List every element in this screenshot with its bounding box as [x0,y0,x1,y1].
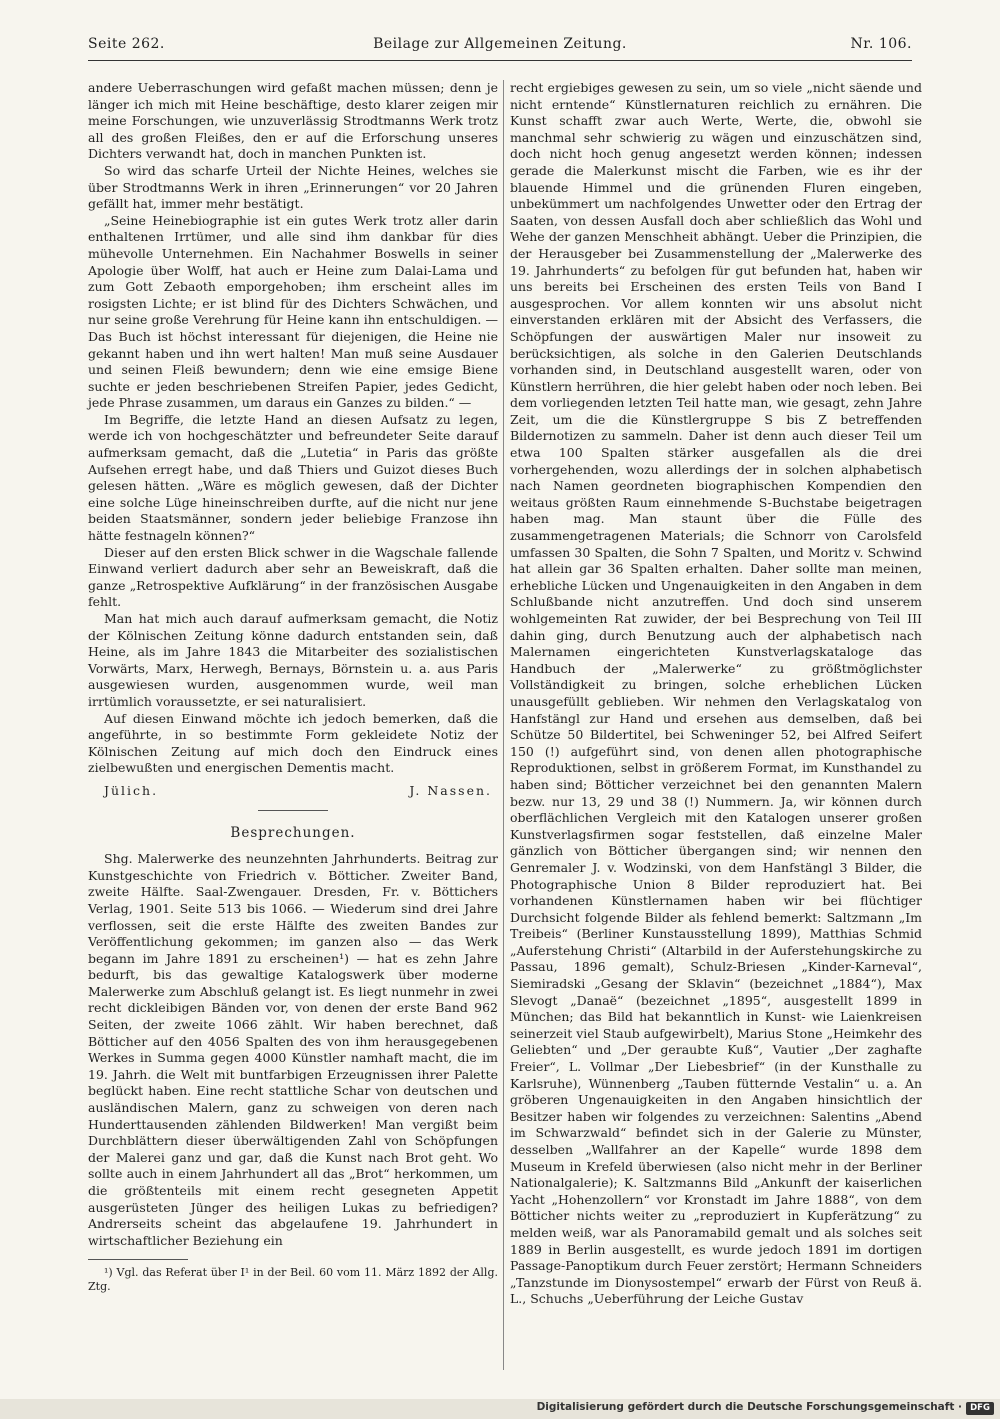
paragraph: So wird das scharfe Urteil der Nichte Heines, welches sie über Strodtmanns Werk in ihren „Erinnerungen“ vor 20 Jahren gefällt hat, immer mehr bestätigt. [88,162,498,212]
paragraph: recht ergiebiges gewesen zu sein, um so viele „nicht säende und nicht erntende“ Künstlernaturen reichlich zu ernähren. Die Kunst schafft zwar auch Werte, Werte, die, obwohl sie manchmal sehr schwierig zu wägen und einzuschätzen sind, doch nicht hoch genug angesetzt werden können; indessen gerade die Malerkunst mischt die Farben, wie es ihr der blauende Himmel und die grünenden Fluren eingeben, unbekümmert um nachfolgendes Unwetter oder den Ertrag der Saaten, von dessen Ausfall doch aber schließlich das Wohl und Wehe der ganzen Menschheit abhängt. Ueber die Prinzipien, die der Herausgeber bei Zusammenstellung der „Malerwerke des 19. Jahrhunderts“ zu befolgen für gut befunden hat, haben wir uns bereits bei Erscheinen des ersten Teils von Band I ausgesprochen. Vor allem konnten wir uns absolut nicht einverstanden erklären mit der Absicht des Verfassers, die Schöpfungen der auswärtigen Maler nur insoweit zu berücksichtigen, als solche in den Galerien Deutschlands vorhanden sind, in Deutschland ausgestellt waren, oder von Künstlern herrühren, die hier gelebt haben oder noch leben. Bei dem vorliegenden letzten Teil hatte man, wie gesagt, zehn Jahre Zeit, um die die Künstlergruppe S bis Z betreffenden Bildernotizen zu sammeln. Daher ist denn auch dieser Teil um etwa 100 Spalten stärker ausgefallen als die drei vorhergehenden, wozu allerdings der in solchen alphabetisch nach Namen geordneten biographischen Kompendien den weitaus größten Raum einnehmende S-Buchstabe beigetragen haben mag. Man staunt über die Fülle des zusammengetragenen Materials; die Schnorr von Carolsfeld umfassen 30 Spalten, die Sohn 7 Spalten, und Moritz v. Schwind hat allein gar 36 Spalten erhalten. Daher sollte man meinen, erhebliche Lücken und Ungenauigkeiten in den Angaben in dem Schlußbande nicht anzutreffen. Und doch sind unserem wohlgemeinten Rat zuwider, der bei Besprechung von Teil III dahin ging, durch Benutzung auch der alphabetisch nach Malernamen eingerichteten Kunstverlagskataloge das Handbuch der „Malerwerke“ zu größtmöglichster Vollständigkeit zu bringen, solche erheblichen Lücken unausgefüllt geblieben. Wir nehmen den Verlagskatalog von Hanfstängl zur Hand und ersehen aus demselben, daß bei Schütze 50 Bildertitel, bei Schweninger 52, bei Alfred Seifert 150 (!) aufgeführt sind, von denen allen photographische Reproduktionen, selbst in größerem Format, im Kunsthandel zu haben sind; Bötticher verzeichnet bei den genannten Malern bezw. nur 13, 29 und 38 (!) Nummern. Ja, wir können durch oberflächlichen Vergleich mit den Katalogen unserer großen Kunstverlagsfirmen sogar feststellen, daß einzelne Maler gänzlich von Bötticher übergangen sind; wir nennen den Genremaler J. v. Wodzinski, von dem Hanfstängl 3 Bilder, die Photographische Union 8 Bilder reproduziert hat. Bei vorhandenen Künstlernamen haben wir bei flüchtiger Durchsicht folgende Bilder als fehlend bemerkt: Saltzmann „Im Treibeis“ (Berliner Kunstausstellung 1899), Matthias Schmid „Auferstehung Christi“ (Altarbild in der Auferstehungskirche zu Passau, 1896 gemalt), Schulz-Briesen „Kinder-Karneval“, Siemiradski „Gesang der Sklavin“ (bezeichnet „1884“), Max Slevogt „Danaë“ (bezeichnet „1895“, ausgestellt 1899 in München; das Bild hat bekanntlich in Kunst- wie Laienkreisen seinerzeit viel Staub aufgewirbelt), Marius Stone „Heimkehr des Geliebten“ und „Der geraubte Kuß“, Vautier „Der zaghafte Freier“, L. Vollmar „Der Liebesbrief“ (in der Kunsthalle zu Karlsruhe), Wünnenberg „Tauben fütternde Vestalin“ u. a. An gröberen Ungenauigkeiten in den Angaben hinsichtlich der Besitzer haben wir folgendes zu verzeichnen: Salentins „Abend im Schwarzwald“ befindet sich in der Galerie zu Münster, desselben „Wallfahrer an der Kapelle“ wurde 1898 dem Museum in Krefeld überwiesen (also nicht mehr in der Berliner Nationalgalerie); K. Saltzmanns Bild „Ankunft der kaiserlichen Yacht „Hohenzollern“ vor Kronstadt im Jahre 1888“, von dem Bötticher nichts weiter zu „reproduziert in Kupferätzung“ zu melden weiß, war als Panoramabild gemalt und als solches seit 1889 in Berlin ausgestellt, es wurde jedoch 1891 im dortigen Passage-Panoptikum durch Feuer zerstört; Hermann Schneiders „Tanzstunde im Dionysostempel“ erwarb der Fürst von Reuß ä. L., Schuchs „Ueberführung der Leiche Gustav [510,80,922,1307]
page-header [88,36,912,58]
review-paragraph: Shg. Malerwerke des neunzehnten Jahrhunderts. Beitrag zur Kunstgeschichte von Friedrich v. Bötticher. Zweiter Band, zweite Hälfte. Saal-Zwengauer. Dresden, Fr. v. Böttichers Verlag, 1901. Seite 513 bis 1066. — Wiederum sind drei Jahre verflossen, seit die erste Hälfte des zweiten Bandes zur Veröffentlichung gekommen; im ganzen also — das Werk begann im Jahre 1891 zu erscheinen¹) — hat es zehn Jahre bedurft, bis das gewaltige Katalogswerk über moderne Malerwerke zum Abschluß gelangt ist. Es liegt nunmehr in zwei recht dickleibigen Bänden vor, von denen der erste Band 962 Seiten, der zweite 1066 zählt. Wir haben berechnet, daß Bötticher auf den 4056 Spalten des von ihm herausgegebenen Werkes in Summa gegen 4000 Künstler namhaft macht, die im 19. Jahrh. die Welt mit buntfarbigen Erzeugnissen ihrer Palette beglückt haben. Eine recht stattliche Schar von deutschen und ausländischen Malern, ganz zu schweigen von deren nach Hunderttausenden zählenden Bildwerken! Man vergißt beim Durchblättern dieser überwältigenden Zahl von Schöpfungen der Malerei ganz und gar, daß die Kunst nach Brot geht. Wo sollte auch in einem Jahrhundert all das „Brot“ herkommen, um die größtenteils mit einem recht gesegneten Appetit ausgerüsteten Jünger des heiligen Lukas zu befriedigen? Andrerseits scheint das abgelaufene 19. Jahrhundert in wirtschaftlicher Beziehung ein [88,851,498,1248]
column-divider [503,80,504,1370]
section-heading: Besprechungen. [230,824,356,841]
paragraph: andere Ueberraschungen wird gefaßt machen müssen; denn je länger ich mich mit Heine beschäftige, desto klarer zeigen mir meine Forschungen, wie unzuverlässig Strodtmanns Werk trotz all des großen Fleißes, den er auf die Erforschung unseres Dichters verwandt hat, doch in manchen Punkten ist. [88,80,498,162]
paragraph: Auf diesen Einwand möchte ich jedoch bemerken, daß die angeführte, in so bestimmte Form gekleidete Notiz der Kölnischen Zeitung auf mich doch den Eindruck eines zielbewußten und energischen Dementis macht. [88,710,498,776]
signature [88,783,498,800]
publication-title: Beilage zur Allgemeinen Zeitung. [373,36,627,52]
dfg-logo-icon: DFG [966,1402,994,1415]
paragraph: Im Begriffe, die letzte Hand an diesen Aufsatz zu legen, werde ich von hochgeschätzter und befreundeter Seite darauf aufmerksam gemacht, daß die „Lutetia“ in Paris das größte Aufsehen erregt habe, und daß Thiers und Guizot dieses Buch gelesen hätten. „Wäre es möglich gewesen, daß der Dichter eine solche Lüge hineinschreiben durfte, auf die nicht nur jene beiden Staatsmänner, sondern jeder beliebige Franzose ihn hätte festnageln können?“ [88,411,498,544]
signature-place: Jülich. [104,782,159,798]
right-column [510,80,922,1308]
footnote-rule [88,1259,188,1260]
paragraph: Man hat mich auch darauf aufmerksam gemacht, die Notiz der Kölnischen Zeitung könne dadurch entstanden sein, daß Heine, als im Jahre 1843 die Mitarbeiter des sozialistischen Vorwärts, Marx, Herwegh, Bernays, Börnstein u. a. aus Paris ausgewiesen wurden, ausgenommen wurde, weil man irrtümlich voraussetzte, er sei naturalisiert. [88,611,498,709]
quote-paragraph: „Seine Heinebiographie ist ein gutes Werk trotz aller darin enthaltenen Irrtümer, und alle sind ihm dankbar für dies mühevolle Unternehmen. Ein Nachahmer Boswells in seiner Apologie über Wolff, hat auch er Heine zum Dalai-Lama und zum Gott Zebaoth emporgehoben; ihm erscheint alles im rosigsten Lichte; er ist blind für des Dichters Schwächen, und nur seine große Verehrung für Heine kann ihn entschuldigen. — Das Buch ist höchst interessant für diejenigen, die Heine nie gekannt haben und ihn wert halten! Man muß seine Ausdauer und seinen Fleiß bewundern; denn wie eine emsige Biene suchte er jeden beschriebenen Streifen Papier, jedes Gedicht, jede Phrase zusammen, um daraus ein Ganzes zu bilden.“ — [88,212,498,411]
header-rule [88,60,912,61]
footer-credit: Digitalisierung gefördert durch die Deutsche Forschungsgemeinschaft · [536,1401,962,1413]
page-number: Seite 262. [88,36,165,52]
section-rule [258,810,328,811]
signature-name: J. Nassen. [409,782,492,798]
left-column [88,80,498,1294]
footnote: ¹) Vgl. das Referat über I¹ in der Beil. 60 vom 11. März 1892 der Allg. Ztg. [88,1266,498,1294]
issue-number: Nr. 106. [850,36,912,52]
paragraph: Dieser auf den ersten Blick schwer in die Wagschale fallende Einwand verliert dadurch aber sehr an Beweiskraft, daß die ganze „Retrospektive Aufklärung“ in der französischen Ausgabe fehlt. [88,544,498,610]
